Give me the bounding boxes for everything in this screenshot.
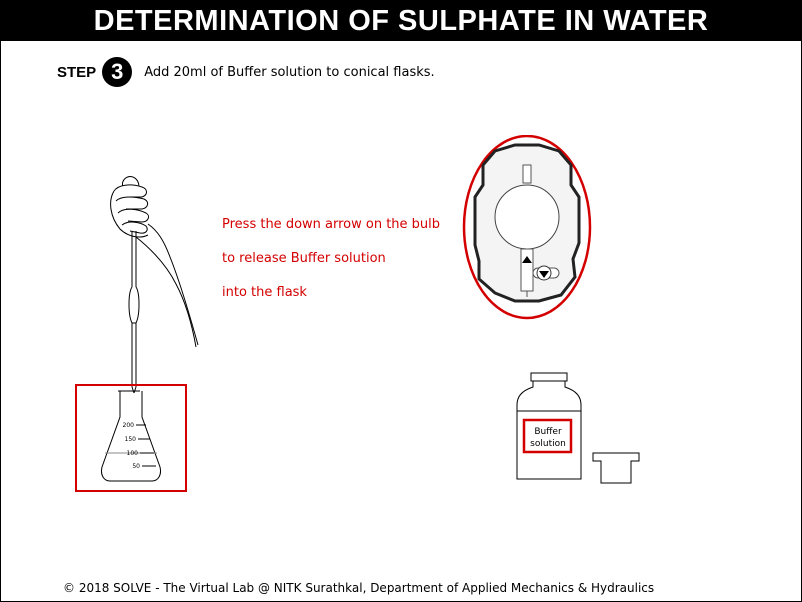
page-title: DETERMINATION OF SULPHATE IN WATER	[1, 1, 801, 41]
footer-copyright: © 2018 SOLVE - The Virtual Lab @ NITK Surathkal, Department of Applied Mechanics & Hydraulics	[63, 581, 655, 595]
bottle-label-line1: Buffer	[534, 427, 562, 437]
bottle-label-line2: solution	[530, 439, 566, 449]
flask-mark-200: 200	[122, 422, 134, 429]
step-row	[57, 57, 435, 87]
buffer-solution-bottle[interactable]	[513, 371, 585, 483]
step-number-badge: 3	[102, 57, 132, 87]
flask-mark-100: 100	[126, 450, 138, 457]
flask-mark-50: 50	[132, 463, 140, 470]
instruction-line-2: to release Buffer solution	[222, 251, 386, 266]
bottle-cap[interactable]	[591, 451, 641, 485]
instruction-line-1: Press the down arrow on the bulb	[222, 217, 441, 232]
conical-flask[interactable]	[96, 389, 166, 485]
step-label: STEP	[57, 63, 97, 81]
pipette-with-hand	[96, 169, 206, 394]
pipette-bulb-zoom	[461, 135, 593, 321]
instruction-line-3: into the flask	[222, 285, 307, 300]
flask-mark-150: 150	[124, 436, 136, 443]
step-instruction: Add 20ml of Buffer solution to conical flasks.	[144, 64, 435, 80]
